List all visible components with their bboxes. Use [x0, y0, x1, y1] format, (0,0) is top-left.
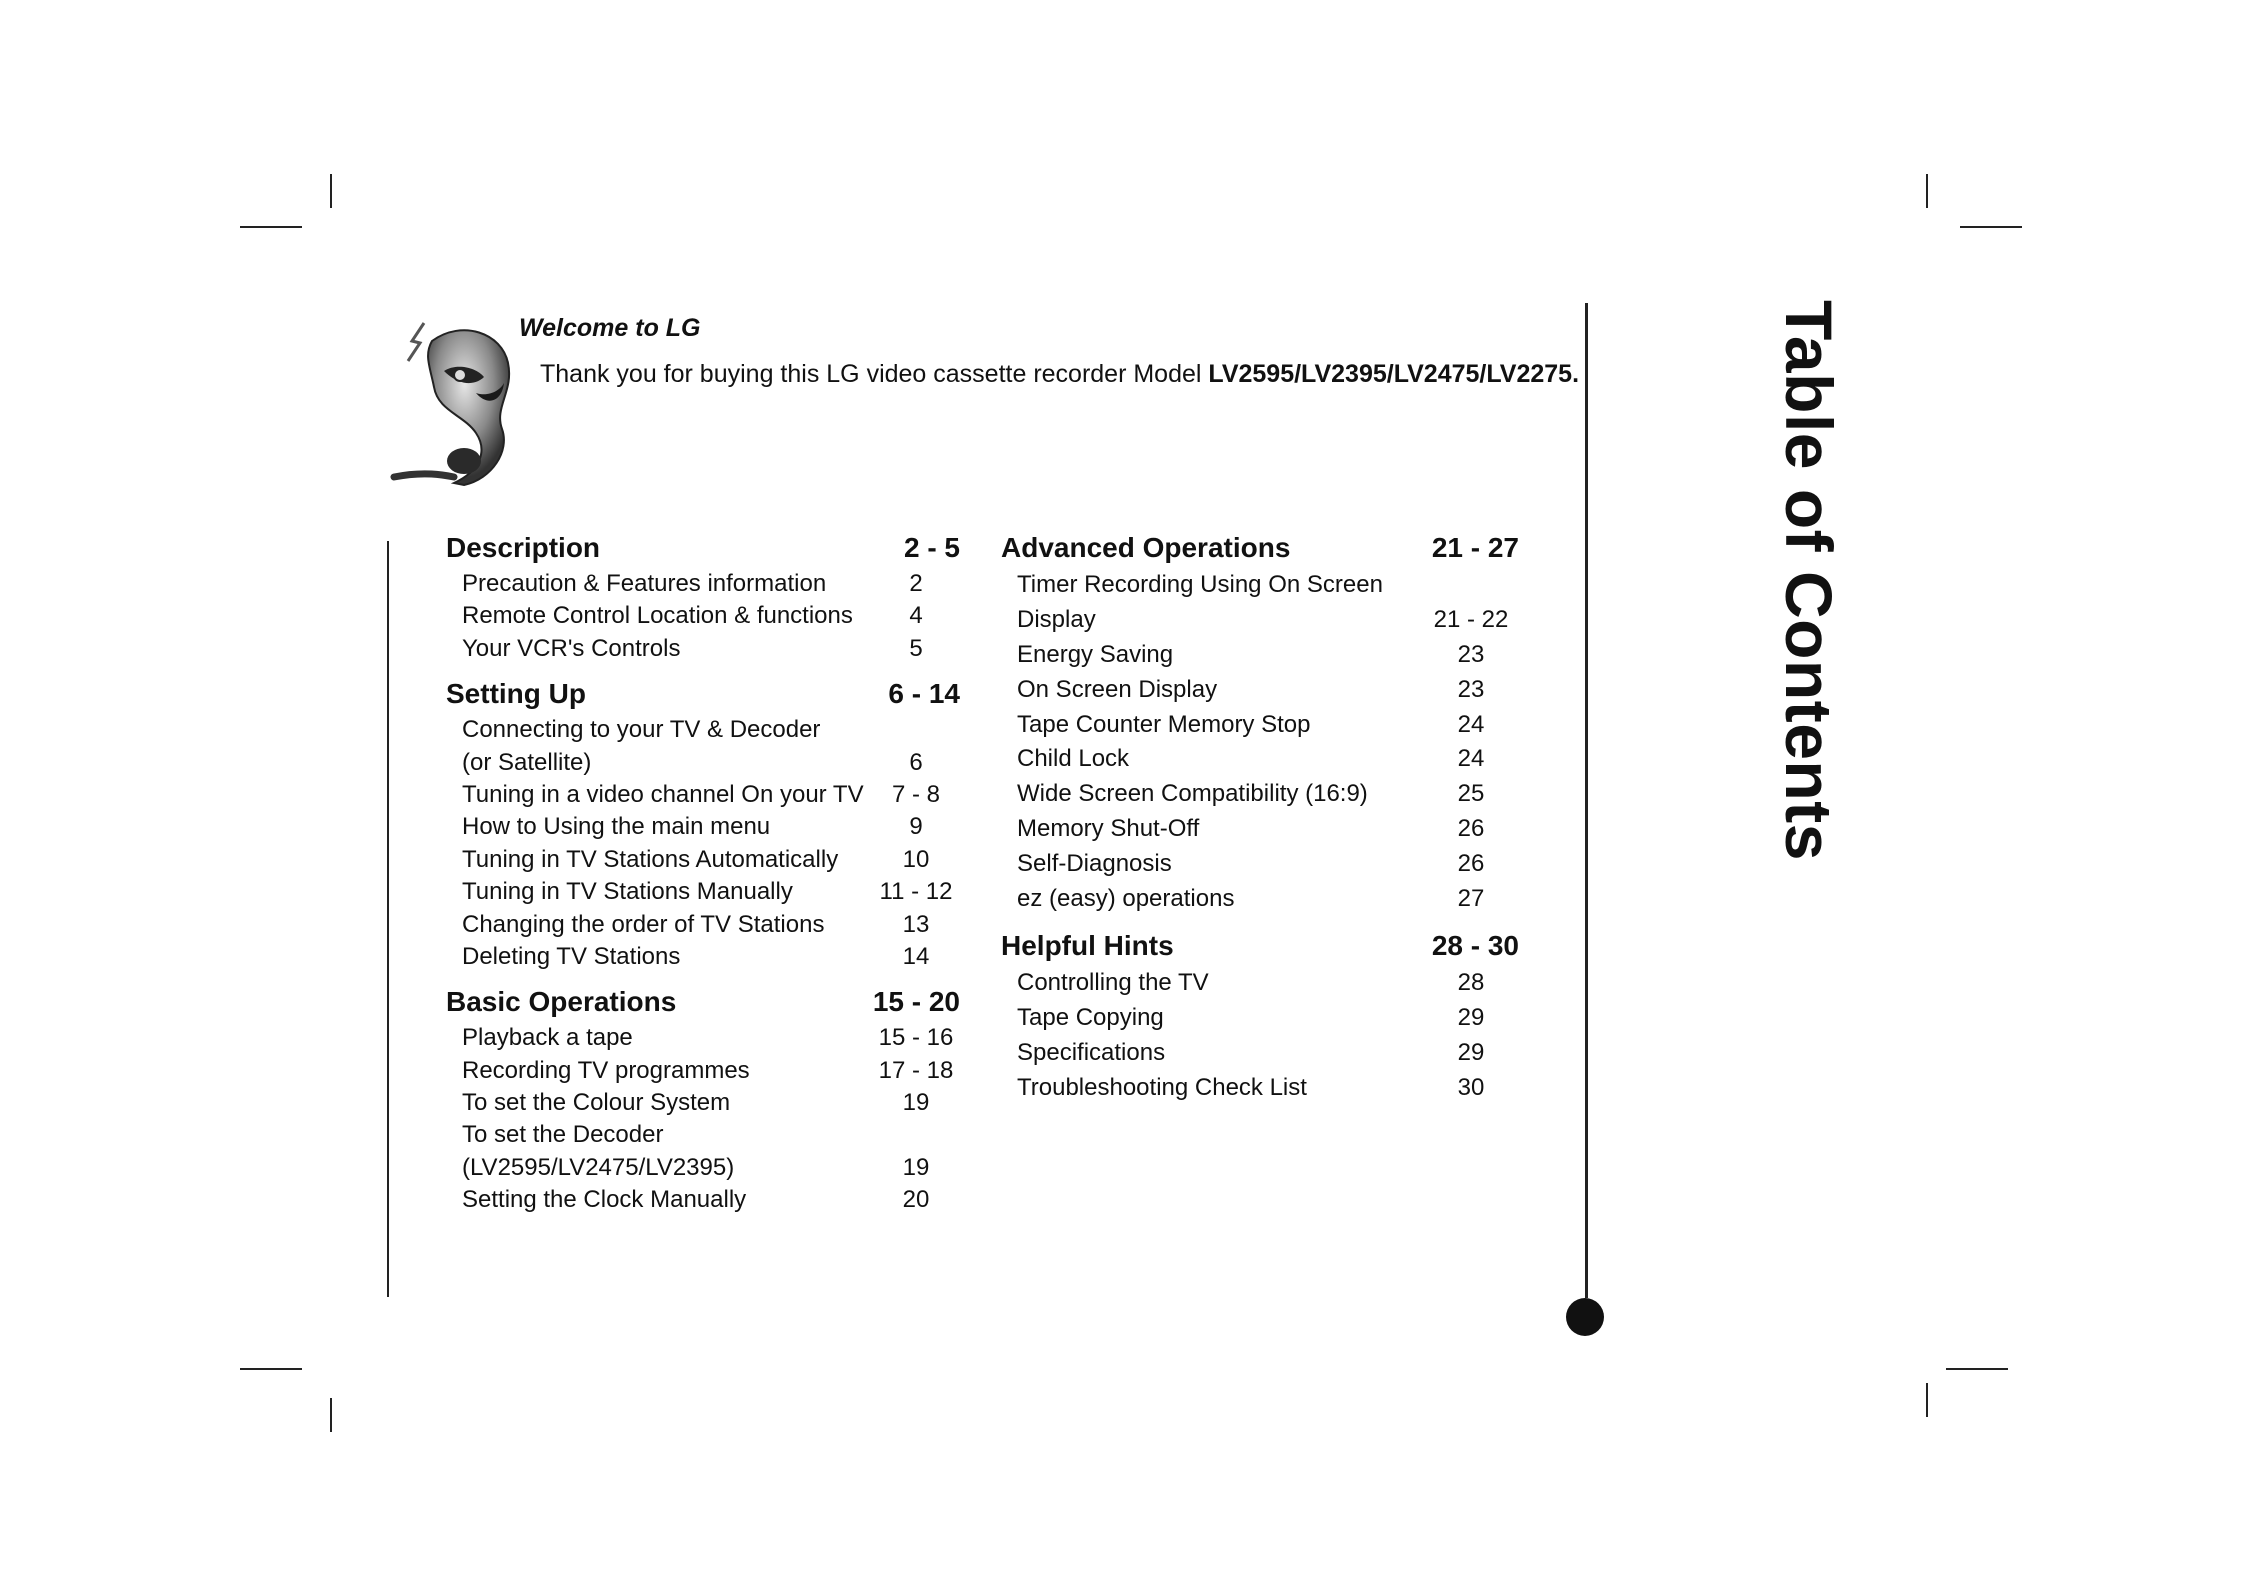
toc-entry-page: 5: [909, 634, 923, 662]
left-divider: [387, 541, 389, 1297]
toc-entry-page: 19: [902, 1153, 930, 1181]
toc-entry-page: 23: [1457, 675, 1485, 703]
welcome-heading: Welcome to LG: [519, 314, 701, 342]
toc-entry: [446, 568, 966, 600]
toc-entry: [1001, 1071, 1541, 1106]
toc-entry-label: Wide Screen Compatibility (16:9): [1017, 780, 1368, 808]
toc-entry-label: How to Using the main menu: [462, 813, 771, 841]
toc-entry-page: 20: [902, 1186, 930, 1214]
toc-entry-label: ez (easy) operations: [1017, 885, 1235, 913]
toc-entry: [446, 714, 966, 746]
genie-mascot-icon: [384, 311, 534, 489]
toc-right-column: [1001, 528, 1541, 1105]
toc-entry-page: 26: [1457, 815, 1485, 843]
toc-section-title: Description: [446, 532, 601, 563]
toc-entry-page: 29: [1457, 1003, 1485, 1031]
toc-entry-label: Tuning in TV Stations Automatically: [462, 845, 839, 873]
toc-entry-page: 24: [1457, 710, 1485, 738]
page-title: Table of Contents: [1772, 300, 1846, 861]
toc-section-heading: [446, 982, 966, 1022]
toc-section-title: Setting Up: [446, 678, 586, 710]
toc-entry-page: 10: [902, 845, 930, 873]
model-numbers: LV2595/LV2395/LV2475/LV2275.: [1208, 360, 1580, 388]
crop-mark: [240, 1368, 302, 1370]
toc-entry: [1001, 777, 1541, 812]
toc-entry-label: On Screen Display: [1017, 675, 1218, 703]
toc-entry: [1001, 882, 1541, 917]
toc-entry-label: (LV2595/LV2475/LV2395): [462, 1153, 735, 1181]
toc-entry: [1001, 708, 1541, 743]
crop-mark: [330, 174, 332, 208]
welcome-text: [540, 360, 1579, 389]
toc-entry-page: 2: [909, 570, 923, 597]
crop-mark: [330, 1398, 332, 1432]
toc-entry-page: 25: [1457, 780, 1485, 808]
toc-entry-page: 4: [909, 602, 923, 630]
crop-mark: [1926, 1383, 1928, 1417]
toc-entry-page: 28: [1457, 968, 1485, 996]
toc-section-pages: 28 - 30: [1431, 929, 1519, 961]
toc-entry: [446, 909, 966, 941]
toc-entry: [1001, 742, 1541, 777]
toc-section-pages: 2 - 5: [903, 532, 960, 563]
toc-entry-page: 17 - 18: [878, 1056, 954, 1084]
toc-section-heading: [446, 528, 966, 568]
toc-entry: [446, 747, 966, 779]
toc-entry-page: 6: [909, 748, 923, 776]
toc-entry: [1001, 847, 1541, 882]
toc-entry: [1001, 673, 1541, 708]
toc-entry: [1001, 966, 1541, 1001]
toc-entry-label: Recording TV programmes: [462, 1056, 750, 1084]
toc-entry-label: Deleting TV Stations: [462, 942, 681, 970]
toc-entry-page: 13: [902, 910, 930, 938]
toc-entry-page: 24: [1457, 745, 1485, 773]
toc-entry-label: Tape Counter Memory Stop: [1017, 710, 1311, 738]
toc-entry-page: 30: [1457, 1073, 1485, 1101]
toc-entry-label: Self-Diagnosis: [1017, 850, 1172, 878]
toc-entry-label: Controlling the TV: [1017, 968, 1209, 996]
toc-entry: [446, 844, 966, 876]
toc-entry-label: Connecting to your TV & Decoder: [462, 716, 821, 744]
toc-entry-label: Precaution & Features information: [462, 570, 827, 597]
toc-entry-label: Remote Control Location & functions: [462, 602, 853, 630]
toc-entry-page: 9: [909, 813, 923, 841]
toc-entry: [1001, 812, 1541, 847]
toc-entry-label: Child Lock: [1017, 745, 1130, 773]
crop-mark: [240, 226, 302, 228]
toc-entry-page: 29: [1457, 1038, 1485, 1066]
toc-entry: [446, 633, 966, 665]
toc-section-title: Advanced Operations: [1001, 532, 1291, 563]
toc-entry-label: Display: [1017, 605, 1096, 633]
toc-section-pages: 21 - 27: [1431, 532, 1519, 563]
toc-section-heading: [1001, 926, 1541, 966]
toc-entry: [446, 600, 966, 632]
toc-entry: [446, 1119, 966, 1151]
toc-section-heading: [1001, 528, 1541, 568]
toc-entry-page: 27: [1457, 885, 1485, 913]
toc-entry-label: Tape Copying: [1017, 1003, 1164, 1031]
crop-mark: [1926, 174, 1928, 208]
toc-entry-page: 11 - 12: [879, 878, 953, 906]
toc-entry: [446, 941, 966, 973]
toc-entry: [446, 1022, 966, 1054]
toc-entry: [446, 876, 966, 908]
welcome-text-prefix: Thank you for buying this LG video cassette recorder Model: [540, 360, 1209, 388]
toc-entry-label: (or Satellite): [462, 748, 592, 776]
toc-entry-label: Troubleshooting Check List: [1017, 1073, 1307, 1101]
toc-entry-page: 15 - 16: [878, 1024, 954, 1052]
toc-entry: [1001, 1036, 1541, 1071]
toc-entry-page: 19: [902, 1089, 930, 1117]
right-divider: [1585, 303, 1588, 1298]
toc-entry: [446, 1184, 966, 1216]
toc-left-column: [446, 528, 966, 1217]
toc-entry-label: Your VCR's Controls: [462, 634, 681, 662]
toc-entry-label: Playback a tape: [462, 1024, 633, 1052]
toc-entry-label: Timer Recording Using On Screen: [1017, 571, 1383, 598]
toc-entry-label: Energy Saving: [1017, 640, 1174, 668]
crop-mark: [1960, 226, 2022, 228]
toc-section-title: Helpful Hints: [1001, 929, 1174, 961]
toc-entry-label: Changing the order of TV Stations: [462, 910, 825, 938]
toc-entry-page: 21 - 22: [1433, 605, 1509, 633]
toc-entry: [446, 1152, 966, 1184]
toc-section-heading: [446, 674, 966, 714]
toc-entry-page: 7 - 8: [891, 780, 941, 808]
toc-entry-label: Tuning in TV Stations Manually: [462, 878, 793, 906]
toc-entry: [1001, 568, 1541, 603]
toc-section-title: Basic Operations: [446, 986, 677, 1018]
toc-entry-label: Memory Shut-Off: [1017, 815, 1200, 843]
toc-entry: [1001, 638, 1541, 673]
toc-entry-label: To set the Decoder: [462, 1121, 664, 1149]
toc-entry-label: To set the Colour System: [462, 1089, 731, 1117]
toc-entry: [446, 1055, 966, 1087]
page-dot-marker: [1566, 1298, 1604, 1336]
toc-section-pages: 6 - 14: [888, 678, 960, 710]
toc-entry: [446, 1087, 966, 1119]
toc-entry: [1001, 603, 1541, 638]
crop-mark: [1946, 1368, 2008, 1370]
toc-entry-page: 14: [902, 942, 930, 970]
toc-entry: [446, 811, 966, 843]
toc-entry-page: 23: [1457, 640, 1485, 668]
toc-entry-label: Setting the Clock Manually: [462, 1186, 747, 1214]
toc-entry: [446, 779, 966, 811]
toc-entry: [1001, 1001, 1541, 1036]
toc-entry-label: Tuning in a video channel On your TV: [462, 780, 864, 808]
toc-entry-label: Specifications: [1017, 1038, 1166, 1066]
toc-entry-page: 26: [1457, 850, 1485, 878]
toc-section-pages: 15 - 20: [872, 986, 960, 1018]
